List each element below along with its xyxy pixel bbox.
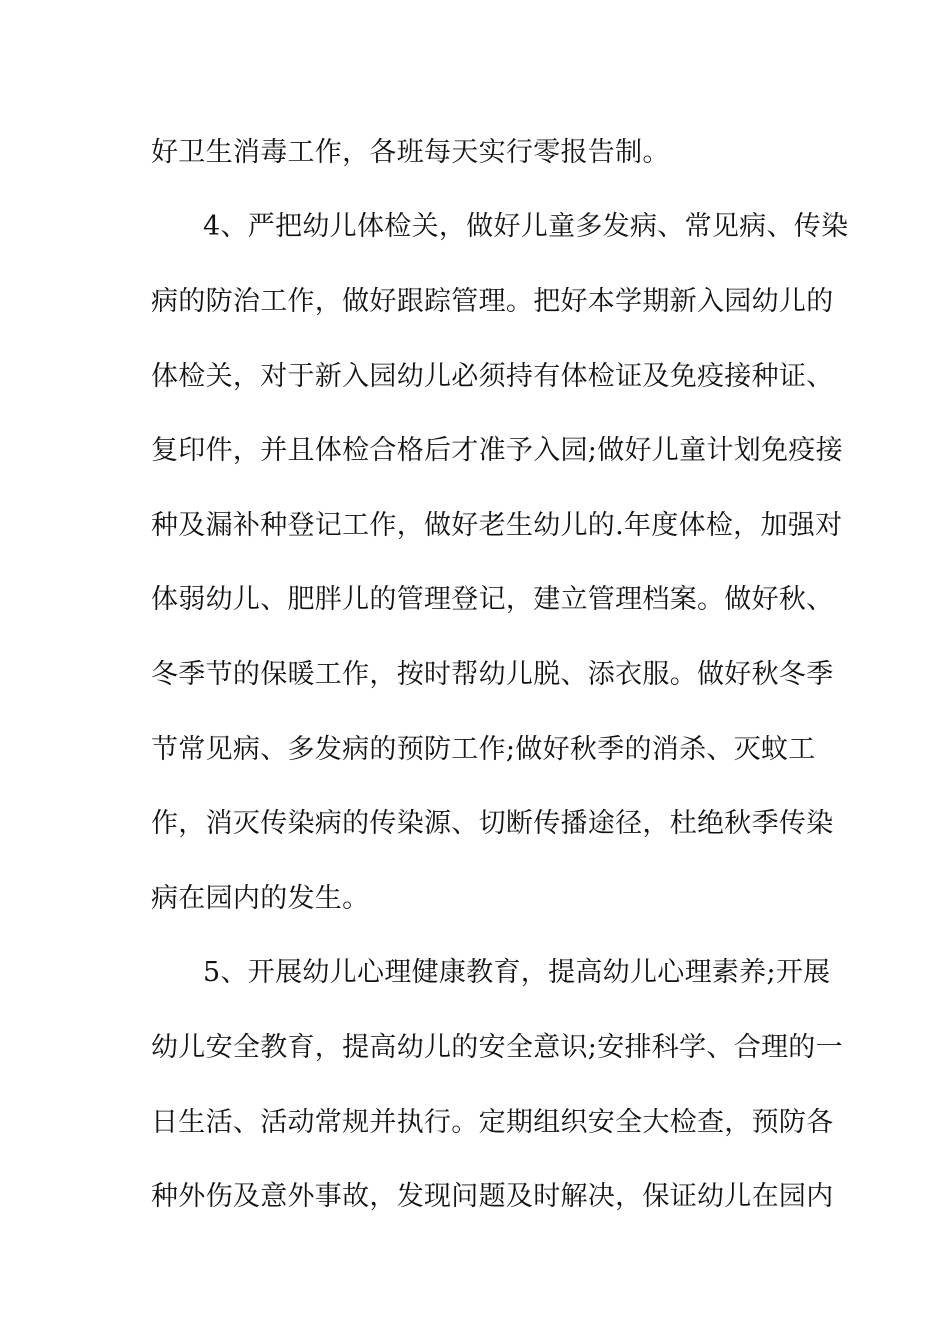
text-line: 冬季节的保暖工作，按时帮幼儿脱、添衣服。做好秋冬季 — [151, 659, 834, 690]
text-line: 种外伤及意外事故，发现问题及时解决，保证幼儿在园内 — [151, 1181, 834, 1212]
text-line: 节常见病、多发病的预防工作;做好秋季的消杀、灭蚊工 — [151, 734, 816, 765]
text-line: 作，消灭传染病的传染源、切断传播途径，杜绝秋季传染 — [151, 808, 834, 839]
text-line: 日生活、活动常规并执行。定期组织安全大检查，预防各 — [151, 1107, 834, 1138]
text-line: 幼儿安全教育，提高幼儿的安全意识;安排科学、合理的一 — [151, 1032, 843, 1063]
text-line: 体弱幼儿、肥胖儿的管理登记，建立管理档案。做好秋、 — [151, 584, 834, 615]
text-line: 病的防治工作，做好跟踪管理。把好本学期新入园幼儿的 — [151, 286, 834, 317]
text-line: 病在园内的发生。 — [151, 883, 370, 914]
text-line: 体检关，对于新入园幼儿必须持有体检证及免疫接种证、 — [151, 361, 834, 392]
text-line: 4、严把幼儿体检关，做好儿童多发病、常见病、传染 — [203, 211, 849, 242]
text-line: 复印件，并且体检合格后才准予入园;做好儿童计划免疫接 — [151, 435, 843, 466]
text-line: 好卫生消毒工作，各班每天实行零报告制。 — [151, 137, 670, 168]
text-line: 种及漏补种登记工作，做好老生幼儿的.年度体检，加强对 — [151, 510, 843, 541]
text-line: 5、开展幼儿心理健康教育，提高幼儿心理素养;开展 — [203, 957, 831, 988]
